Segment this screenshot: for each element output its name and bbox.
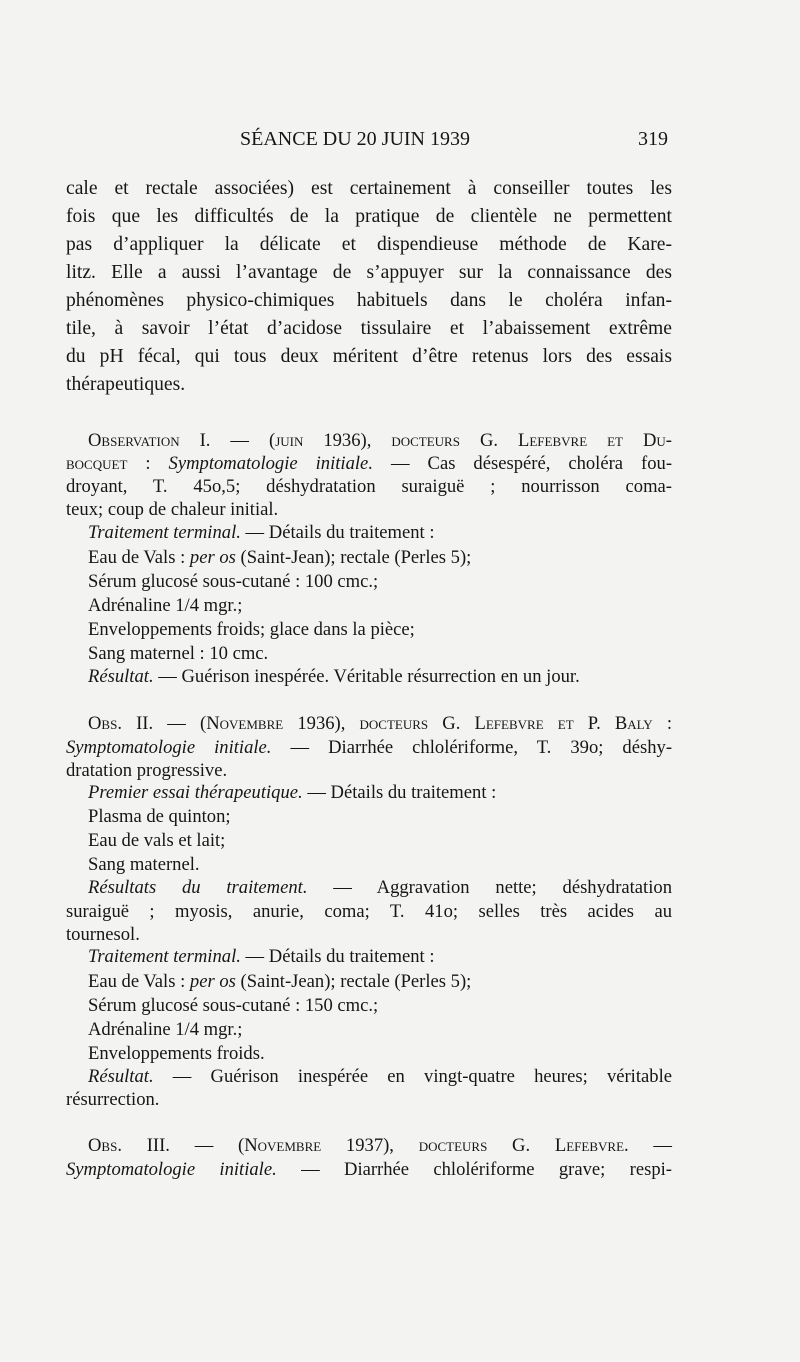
obs1-line3: droyant, T. 45o,5; déshydratation suraiguë ; nourrisson coma- [66,476,672,497]
running-header [60,128,668,154]
obs2-treatment-item: Adrénaline 1/4 mgr.; [88,1019,243,1040]
obs2-results-heading: Résultats du traitement. — Aggravation nette; déshydratation [88,877,672,898]
obs2-results-line: tournesol. [66,924,140,945]
obs3-label: Obs. III. [88,1135,170,1156]
obs2-treatment-heading: Traitement terminal. — Détails du traitement : [88,946,435,967]
obs2-line3: dratation progressive. [66,760,228,781]
obs1-line2: bocquet : Symptomatologie initiale. — Cas désespéré, choléra fou- [66,453,673,474]
text-line: phénomènes physico-chimiques habituels dans le choléra infan- [66,290,672,311]
obs3-line1: Obs. III. — (Novembre 1937), docteurs G. Lefebvre. — [88,1135,672,1156]
obs1-treatment-item: Eau de Vals : per os (Saint-Jean); rectale (Perles 5); [88,547,472,568]
text-line: du pH fécal, qui tous deux méritent d’être retenus lors des essais [66,346,672,367]
obs2-first-item: Plasma de quinton; [88,806,231,827]
text-line: tile, à savoir l’état d’acidose tissulaire et l’abaissement extrême [66,318,672,339]
page-number: 319 [638,128,668,150]
obs2-treatment-item: Eau de Vals : per os (Saint-Jean); rectale (Perles 5); [88,971,472,992]
obs2-treatment-item: Enveloppements froids. [88,1043,265,1064]
obs2-first-heading: Premier essai thérapeutique. — Détails du traitement : [88,782,497,803]
text-line: thérapeutiques. [66,374,186,395]
obs2-treatment-item: Sérum glucosé sous-cutané : 150 cmc.; [88,995,379,1016]
obs1-treatment-item: Enveloppements froids; glace dans la pièce; [88,619,415,640]
obs2-results-line: suraiguë ; myosis, anurie, coma; T. 41o; selles très acides au [66,901,672,922]
obs3-line2: Symptomatologie initiale. — Diarrhée chlolériforme grave; respi- [66,1159,672,1180]
obs1-line1: Observation I. — (juin 1936), docteurs G. Lefebvre et Du- [88,430,672,451]
obs2-line1: Obs. II. — (Novembre 1936), docteurs G. Lefebvre et P. Baly : [88,713,672,734]
obs1-treatment-item: Sang maternel : 10 cmc. [88,643,269,664]
obs1-treatment-heading: Traitement terminal. — Détails du traitement : [88,522,435,543]
text-line: fois que les difficultés de la pratique de clientèle ne permettent [66,206,672,227]
obs1-label: Observation I. [88,430,211,451]
obs2-result: Résultat. — Guérison inespérée en vingt-quatre heures; véritable [88,1066,672,1087]
obs2-label: Obs. II. [88,713,154,734]
obs2-result-line2: résurrection. [66,1089,160,1110]
obs2-first-item: Sang maternel. [88,854,200,875]
header-title: SÉANCE DU 20 JUIN 1939 [240,128,470,150]
obs2-first-item: Eau de vals et lait; [88,830,226,851]
obs1-treatment-item: Sérum glucosé sous-cutané : 100 cmc.; [88,571,379,592]
text-line: pas d’appliquer la délicate et dispendieuse méthode de Kare- [66,234,672,255]
text-line: litz. Elle a aussi l’avantage de s’appuyer sur la connaissance des [66,262,672,283]
obs1-result: Résultat. — Guérison inespérée. Véritable résurrection en un jour. [88,666,580,687]
obs2-line2: Symptomatologie initiale. — Diarrhée chlolériforme, T. 39o; déshy- [66,737,673,758]
obs1-treatment-item: Adrénaline 1/4 mgr.; [88,595,243,616]
text-line: cale et rectale associées) est certainement à conseiller toutes les [66,178,672,199]
obs1-line4: teux; coup de chaleur initial. [66,499,279,520]
